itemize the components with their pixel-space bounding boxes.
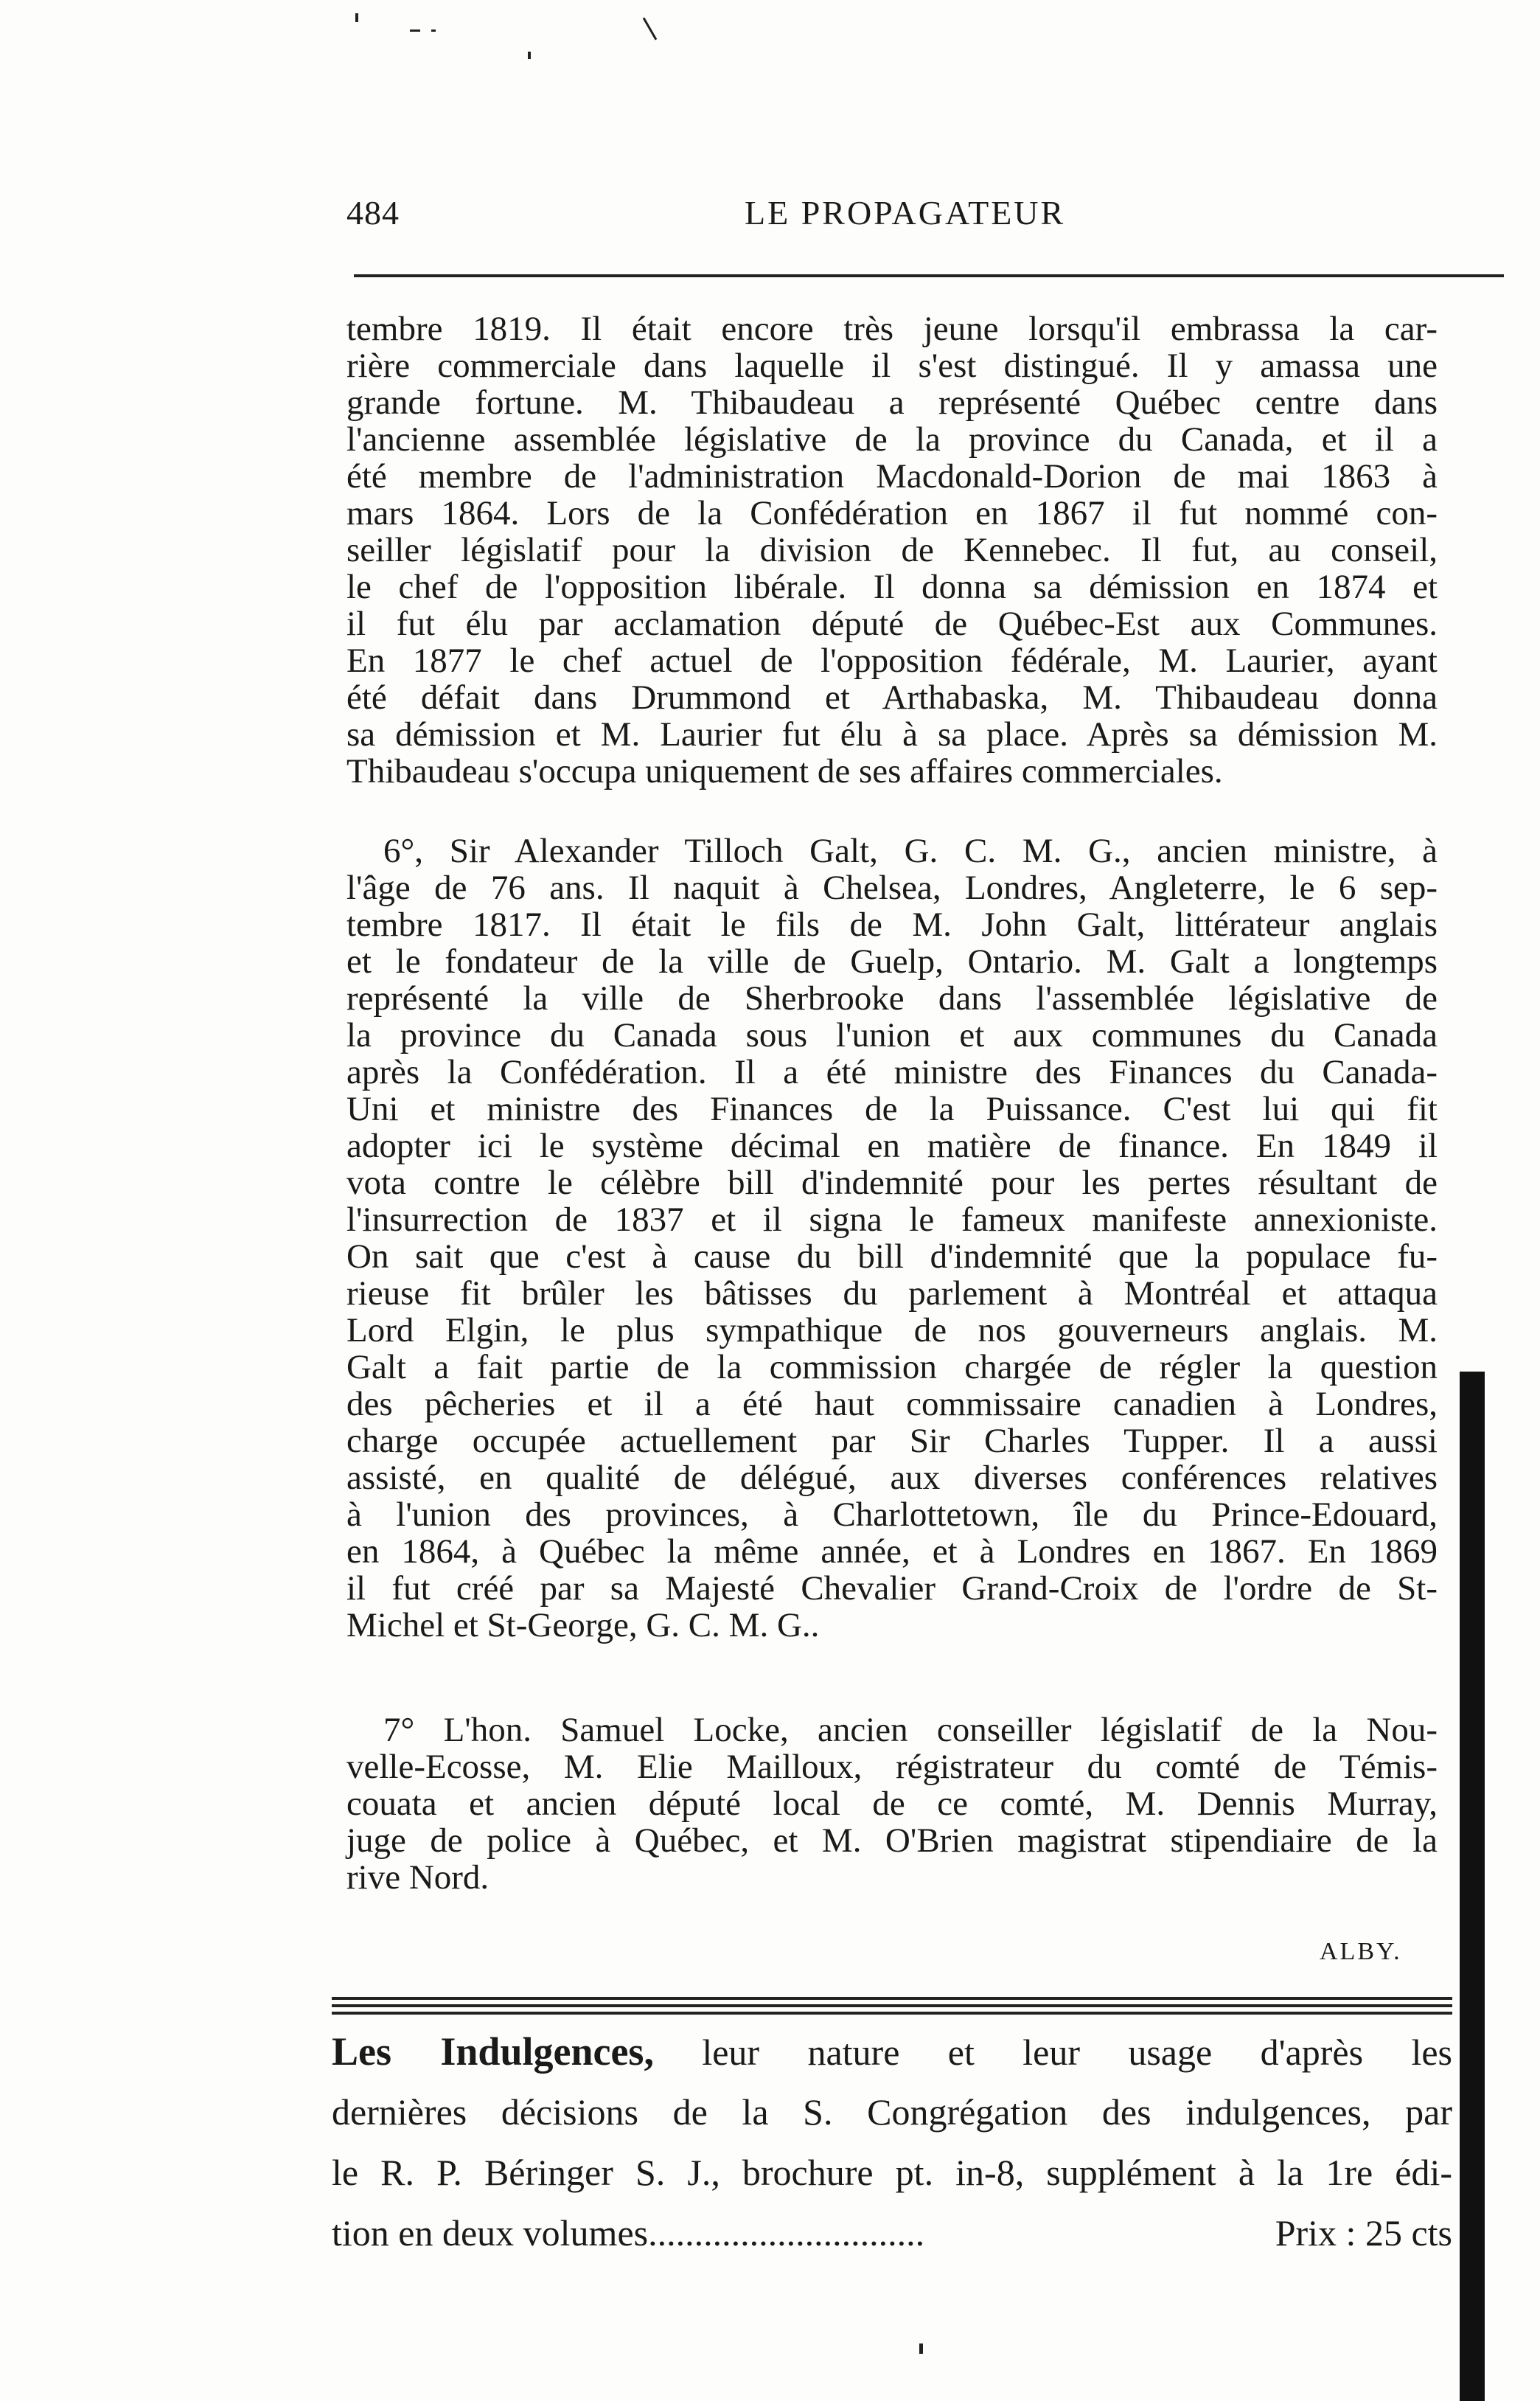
scan-speck xyxy=(355,13,358,22)
text-line: il fut élu par acclamation député de Québec-Est aux Communes. xyxy=(346,605,1438,643)
text-line: à l'union des provinces, à Charlottetown, île du Prince-Edouard, xyxy=(346,1495,1438,1534)
scan-speck xyxy=(643,18,658,41)
text-line: vota contre le célèbre bill d'indemnité pour les pertes résultant de xyxy=(346,1164,1438,1202)
header-rule xyxy=(354,274,1504,277)
price: Prix : 25 cts xyxy=(1275,2212,1452,2254)
text-line: charge occupée actuellement par Sir Charles Tupper. Il a aussi xyxy=(346,1422,1438,1460)
text-line: été défait dans Drummond et Arthabaska, M. Thibaudeau donna xyxy=(346,678,1438,717)
text-line: l'âge de 76 ans. Il naquit à Chelsea, Londres, Angleterre, le 6 sep- xyxy=(346,869,1438,907)
ad-title: Les Indulgences, xyxy=(332,2029,654,2074)
running-head: LE PROPAGATEUR xyxy=(745,194,1066,232)
text-line: 6°, Sir Alexander Tilloch Galt, G. C. M. G., ancien ministre, à xyxy=(383,832,1438,870)
text-line: l'ancienne assemblée législative de la province du Canada, et il a xyxy=(346,420,1438,459)
page-number: 484 xyxy=(346,194,400,232)
page-header xyxy=(346,193,1423,245)
text-line: après la Confédération. Il a été ministre des Finances du Canada- xyxy=(346,1053,1438,1091)
text-line: assisté, en qualité de délégué, aux diverses conférences relatives xyxy=(346,1459,1438,1497)
separator-rule xyxy=(332,1997,1452,2019)
text-line: En 1877 le chef actuel de l'opposition fédérale, M. Laurier, ayant xyxy=(346,642,1438,680)
text-line: la province du Canada sous l'union et aux communes du Canada xyxy=(346,1016,1438,1054)
text-line: grande fortune. M. Thibaudeau a représenté Québec centre dans xyxy=(346,383,1438,422)
scan-speck xyxy=(410,29,420,32)
text-line: tembre 1819. Il était encore très jeune lorsqu'il embrassa la car- xyxy=(346,310,1438,348)
text-line: été membre de l'administration Macdonald-Dorion de mai 1863 à xyxy=(346,457,1438,496)
text-line: rière commerciale dans laquelle il s'est distingué. Il y amassa une xyxy=(346,347,1438,385)
leader-dots: .............................. xyxy=(648,2212,925,2254)
text-line: le chef de l'opposition libérale. Il donna sa démission en 1874 et xyxy=(346,568,1438,606)
text-line: représenté la ville de Sherbrooke dans l'assemblée législative de xyxy=(346,979,1438,1018)
text-line: en 1864, à Québec la même année, et à Londres en 1867. En 1869 xyxy=(346,1532,1438,1571)
text-line: 7° L'hon. Samuel Locke, ancien conseiller législatif de la Nou- xyxy=(383,1711,1438,1749)
text-line: Lord Elgin, le plus sympathique de nos gouverneurs anglais. M. xyxy=(346,1311,1438,1349)
text-line: rive Nord. xyxy=(346,1858,489,1897)
text-line: mars 1864. Lors de la Confédération en 1867 il fut nommé con- xyxy=(346,494,1438,532)
ad-line-text: tion en deux volumes xyxy=(332,2212,649,2254)
text-line: adopter ici le système décimal en matière de finance. En 1849 il xyxy=(346,1127,1438,1165)
text-line: et le fondateur de la ville de Guelp, Ontario. M. Galt a longtemps xyxy=(346,942,1438,981)
text-line: couata et ancien député local de ce comté, M. Dennis Murray, xyxy=(346,1785,1438,1823)
text-line: sa démission et M. Laurier fut élu à sa place. Après sa démission M. xyxy=(346,715,1438,754)
ad-line-text: leur nature et leur usage d'après les xyxy=(702,2032,1452,2073)
text-line: Uni et ministre des Finances de la Puissance. C'est lui qui fit xyxy=(346,1090,1438,1128)
scan-speck xyxy=(528,52,531,59)
ad-line: le R. P. Béringer S. J., brochure pt. in-8, supplément à la 1re édi- xyxy=(332,2152,1452,2193)
page-edge-shadow xyxy=(1460,1372,1485,2401)
ad-line xyxy=(332,2031,1452,2073)
text-line: seiller législatif pour la division de Kennebec. Il fut, au conseil, xyxy=(346,531,1438,569)
text-line: il fut créé par sa Majesté Chevalier Grand-Croix de l'ordre de St- xyxy=(346,1569,1438,1608)
author-signature: ALBY. xyxy=(1320,1938,1402,1965)
text-line: l'insurrection de 1837 et il signa le fameux manifeste annexioniste. xyxy=(346,1200,1438,1239)
text-line: Michel et St-George, G. C. M. G.. xyxy=(346,1606,820,1644)
scan-speck xyxy=(431,29,436,32)
text-line: Galt a fait partie de la commission chargée de régler la question xyxy=(346,1348,1438,1386)
text-line: juge de police à Québec, et M. O'Brien magistrat stipendiaire de la xyxy=(346,1821,1438,1860)
text-line: tembre 1817. Il était le fils de M. John Galt, littérateur anglais xyxy=(346,906,1438,944)
ad-line: dernières décisions de la S. Congrégation des indulgences, par xyxy=(332,2091,1452,2133)
text-line: rieuse fit brûler les bâtisses du parlement à Montréal et attaqua xyxy=(346,1274,1438,1313)
text-line: velle-Ecosse, M. Elie Mailloux, régistrateur du comté de Témis- xyxy=(346,1748,1438,1786)
text-line: Thibaudeau s'occupa uniquement de ses affaires commerciales. xyxy=(346,752,1223,791)
text-line: des pêcheries et il a été haut commissaire canadien à Londres, xyxy=(346,1385,1438,1423)
ad-line xyxy=(332,2212,1452,2254)
text-line: On sait que c'est à cause du bill d'indemnité que la populace fu- xyxy=(346,1237,1438,1276)
scan-speck xyxy=(919,2343,923,2354)
